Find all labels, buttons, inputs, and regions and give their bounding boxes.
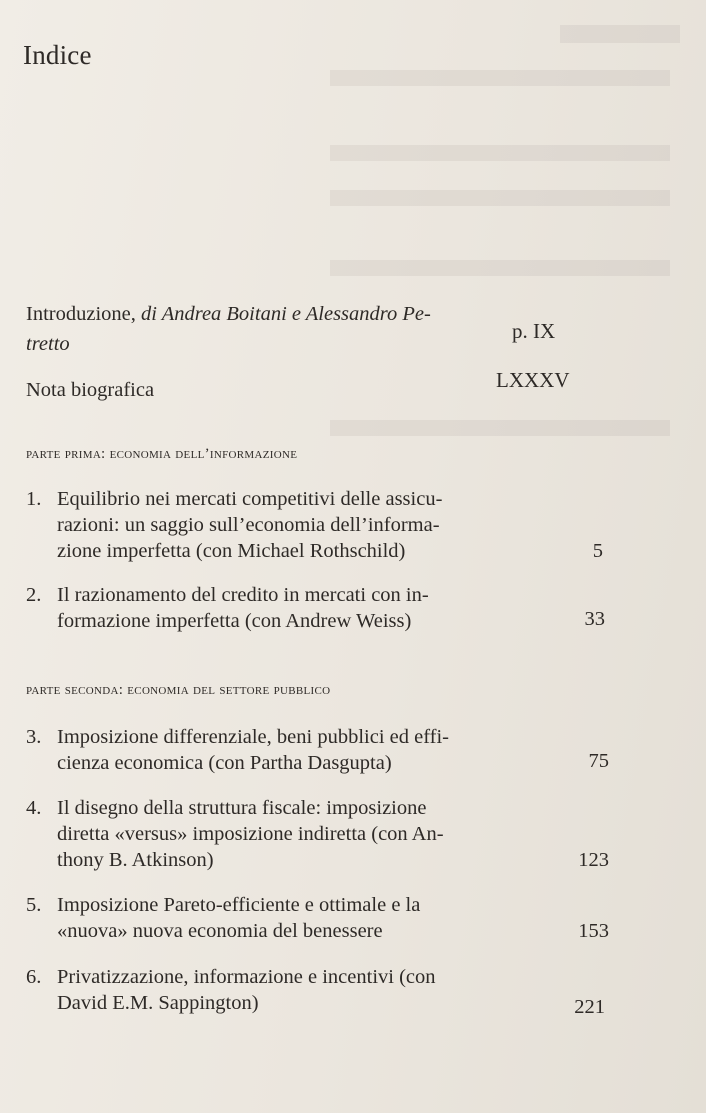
intro-page-number: p. IX — [512, 319, 556, 343]
chapter-title-line: razioni: un saggio sull’economia dell’informa- — [57, 514, 440, 536]
chapter-title-line: formazione imperfetta (con Andrew Weiss) — [57, 610, 412, 632]
part-heading: parte prima: economia dell’informazione — [26, 446, 298, 462]
toc-chapter — [26, 724, 609, 780]
chapter-page-number: 5 — [592, 540, 603, 562]
toc-chapter — [26, 486, 603, 566]
chapter-title-line: diretta «versus» imposizione indiretta (con An- — [57, 823, 444, 845]
intro-entry — [26, 300, 431, 328]
chapter-title-line: Privatizzazione, informazione e incentivi (con — [57, 966, 436, 988]
chapter-title-line: Equilibrio nei mercati competitivi delle assicu- — [57, 488, 443, 510]
chapter-title-line: David E.M. Sappington) — [57, 992, 259, 1014]
intro-entry-continuation — [26, 330, 70, 358]
bleed-through-shadow — [560, 25, 680, 43]
toc-chapter — [26, 892, 609, 948]
bleed-through-shadow — [330, 420, 670, 436]
intro-authors-continuation: tretto — [26, 333, 70, 355]
toc-chapter — [26, 964, 605, 1020]
page-title: Indice — [23, 40, 92, 70]
intro-authors: di Andrea Boitani e Alessandro Pe- — [141, 303, 431, 325]
chapter-page-number: 221 — [574, 996, 605, 1018]
chapter-page-number: 33 — [584, 608, 605, 630]
chapter-title-line: Il razionamento del credito in mercati con in- — [57, 584, 429, 606]
chapter-page-number: 75 — [588, 750, 609, 772]
part-heading: parte seconda: economia del settore pubblico — [26, 682, 331, 698]
chapter-number: 6. — [26, 966, 42, 988]
chapter-title-line: «nuova» nuova economia del benessere — [57, 920, 383, 942]
chapter-page-number: 123 — [578, 849, 609, 871]
bleed-through-shadow — [330, 190, 670, 206]
chapter-page-number: 153 — [578, 920, 609, 942]
chapter-title-line: Il disegno della struttura fiscale: imposizione — [57, 797, 427, 819]
bleed-through-shadow — [330, 70, 670, 86]
chapter-number: 5. — [26, 894, 42, 916]
chapter-title-line: Imposizione differenziale, beni pubblici ed effi- — [57, 726, 450, 748]
bleed-through-shadow — [330, 145, 670, 161]
chapter-number: 4. — [26, 797, 42, 819]
intro-prefix: Introduzione, — [26, 303, 141, 325]
nota-biografica-label: Nota biografica — [26, 379, 155, 401]
bleed-through-shadow — [330, 260, 670, 276]
chapter-number: 1. — [26, 488, 42, 510]
chapter-title-line: zione imperfetta (con Michael Rothschild) — [57, 540, 406, 562]
chapter-number: 2. — [26, 584, 42, 606]
chapter-title-line: cienza economica (con Partha Dasgupta) — [57, 752, 392, 774]
chapter-number: 3. — [26, 726, 42, 748]
toc-chapter — [26, 582, 605, 638]
nota-biografica-page: LXXXV — [496, 368, 570, 392]
chapter-title-line: Imposizione Pareto-efficiente e ottimale e la — [57, 894, 421, 916]
chapter-title-line: thony B. Atkinson) — [57, 849, 214, 871]
toc-chapter — [26, 795, 609, 875]
